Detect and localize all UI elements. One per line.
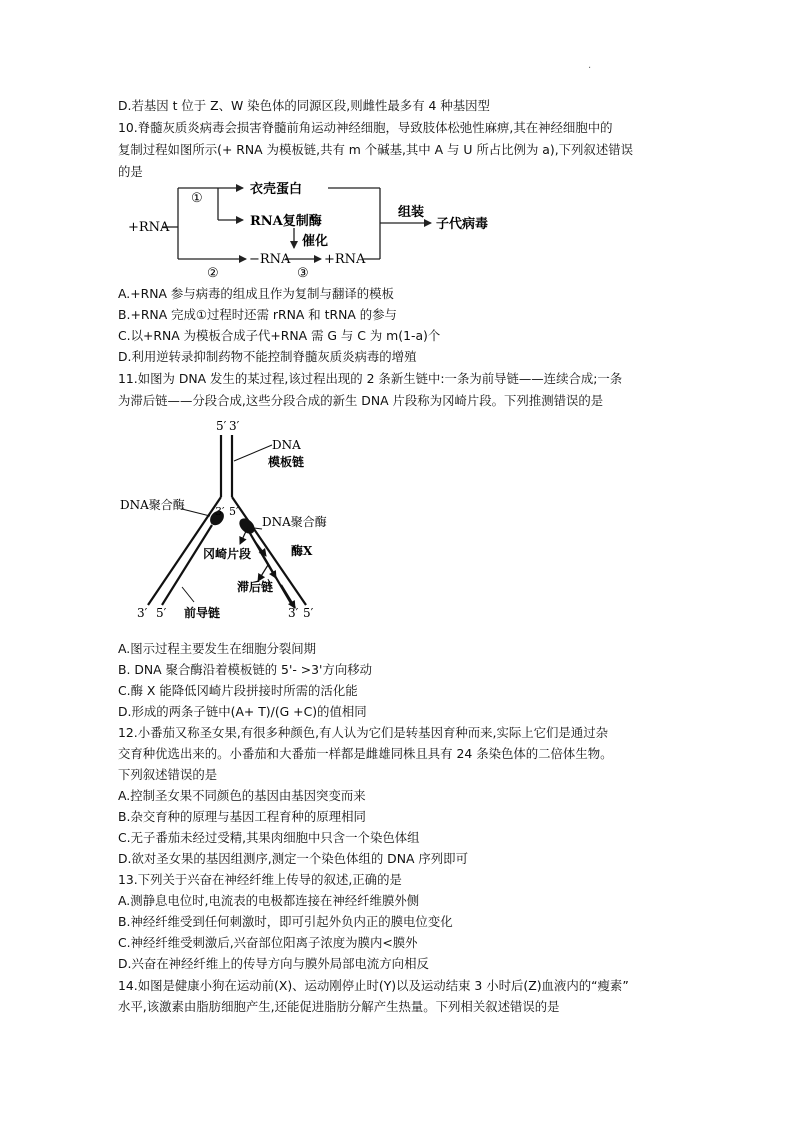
leading-strand-label: 前导链: [184, 606, 221, 620]
bottom-left-3-prime: 3′: [137, 606, 148, 620]
rna-replication-diagram: [118, 180, 508, 282]
q12-option-c: C.无子番茄未经过受精,其果肉细胞中只含一个染色体组: [118, 830, 420, 845]
q12-stem-line-2: 交育种优选出来的。小番茄和大番茄一样都是雌雄同株且具有 24 条染色体的二倍体生物。: [118, 746, 613, 761]
bottom-left-5-prime: 5′: [156, 606, 167, 620]
q13-option-b: B.神经纤维受到任何刺激时，即可引起外负内正的膜电位变化: [118, 914, 453, 929]
q10-option-c: C.以+RNA 为模板合成子代+RNA 需 G 与 C 为 m(1-a)个: [118, 328, 441, 343]
progeny-virus-label: 子代病毒: [436, 217, 489, 232]
bottom-right-3-prime: 3′: [288, 606, 299, 620]
q10-stem-line-2: 复制过程如图所示(+ RNA 为模板链,共有 m 个碱基,其中 A 与 U 所占比例为 a),下列叙述错误: [118, 142, 633, 157]
okazaki-fragment-label: 冈崎片段: [203, 547, 252, 561]
q13-option-a: A.测静息电位时,电流表的电极都连接在神经纤维膜外侧: [118, 893, 420, 908]
q11-option-c: C.酶 X 能降低冈崎片段拼接时所需的活化能: [118, 683, 358, 698]
assemble-label: 组装: [398, 205, 425, 220]
step-2-label: ②: [207, 266, 219, 281]
q11-stem-line-1: 11.如图为 DNA 发生的某过程,该过程出现的 2 条新生链中:一条为前导链——连续合成;一条: [118, 371, 623, 386]
mid-3-prime: 3′: [215, 505, 225, 518]
catalyze-label: 催化: [302, 234, 329, 249]
corner-mark: .: [588, 60, 592, 71]
top-3-prime: 3′: [229, 419, 240, 433]
q13-option-c: C.神经纤维受刺激后,兴奋部位阳离子浓度为膜内<膜外: [118, 935, 418, 950]
lagging-strand-label: 滞后链: [237, 580, 274, 594]
enzyme-x-label: 酶X: [291, 544, 313, 558]
q10-option-a: A.+RNA 参与病毒的组成且作为复制与翻译的模板: [118, 286, 394, 301]
q10-stem-line-1: 10.脊髓灰质炎病毒会损害脊髓前角运动神经细胞，导致肢体松弛性麻痹,其在神经细胞中的: [118, 120, 613, 135]
q12-option-d: D.欲对圣女果的基因组测序,测定一个染色体组的 DNA 序列即可: [118, 851, 468, 866]
q13-option-d: D.兴奋在神经纤维上的传导方向与膜外局部电流方向相反: [118, 956, 429, 971]
q12-stem-line-1: 12.小番茄又称圣女果,有很多种颜色,有人认为它们是转基因育种而来,实际上它们是通过杂: [118, 725, 608, 740]
q11-option-d: D.形成的两条子链中(A+ T)/(G +C)的值相同: [118, 704, 367, 719]
q12-option-a: A.控制圣女果不同颜色的基因由基因突变而来: [118, 788, 366, 803]
q10-option-d: D.利用逆转录抑制药物不能控制脊髓灰质炎病毒的增殖: [118, 349, 417, 364]
bottom-right-5-prime: 5′: [303, 606, 314, 620]
q11-option-a: A.图示过程主要发生在细胞分裂间期: [118, 641, 317, 656]
q14-stem-line-1: 14.如图是健康小狗在运动前(X)、运动刚停止时(Y)以及运动结束 3 小时后(Z)血液内的“瘦素”: [118, 978, 629, 993]
step-3-label: ③: [297, 266, 309, 281]
capsid-protein-label: 衣壳蛋白: [250, 182, 303, 197]
minus-rna-label: −RNA: [249, 252, 291, 267]
q13-stem-line-1: 13.下列关于兴奋在神经纤维上传导的叙述,正确的是: [118, 872, 402, 887]
q12-option-b: B.杂交育种的原理与基因工程育种的原理相同: [118, 809, 366, 824]
template-strand-label: 模板链: [268, 455, 305, 469]
dna-replication-diagram: [118, 415, 368, 627]
q10-option-b: B.+RNA 完成①过程时还需 rRNA 和 tRNA 的参与: [118, 307, 397, 322]
plus-rna-left-label: +RNA: [128, 220, 170, 235]
step-1-label: ①: [191, 191, 203, 206]
top-5-prime: 5′: [216, 419, 227, 433]
q11-stem-line-2: 为滞后链——分段合成,这些分段合成的新生 DNA 片段称为冈崎片段。下列推测错误的是: [118, 393, 604, 408]
q12-stem-line-3: 下列叙述错误的是: [118, 767, 218, 782]
q11-option-b: B. DNA 聚合酶沿着模板链的 5'- >3'方向移动: [118, 662, 372, 677]
q9-option-d: D.若基因 t 位于 Z、W 染色体的同源区段,则雌性最多有 4 种基因型: [118, 98, 490, 113]
rna-replicase-label: RNA复制酶: [250, 214, 322, 229]
q10-stem-line-3: 的是: [118, 164, 143, 179]
plus-rna-right-label: +RNA: [324, 252, 366, 267]
dna-label: DNA: [272, 438, 301, 452]
dna-polymerase-right-label: DNA聚合酶: [262, 515, 327, 529]
dna-polymerase-left-label: DNA聚合酶: [120, 498, 185, 512]
q14-stem-line-2: 水平,该激素由脂肪细胞产生,还能促进脂肪分解产生热量。下列相关叙述错误的是: [118, 999, 560, 1014]
mid-5-prime: 5′: [229, 505, 239, 518]
